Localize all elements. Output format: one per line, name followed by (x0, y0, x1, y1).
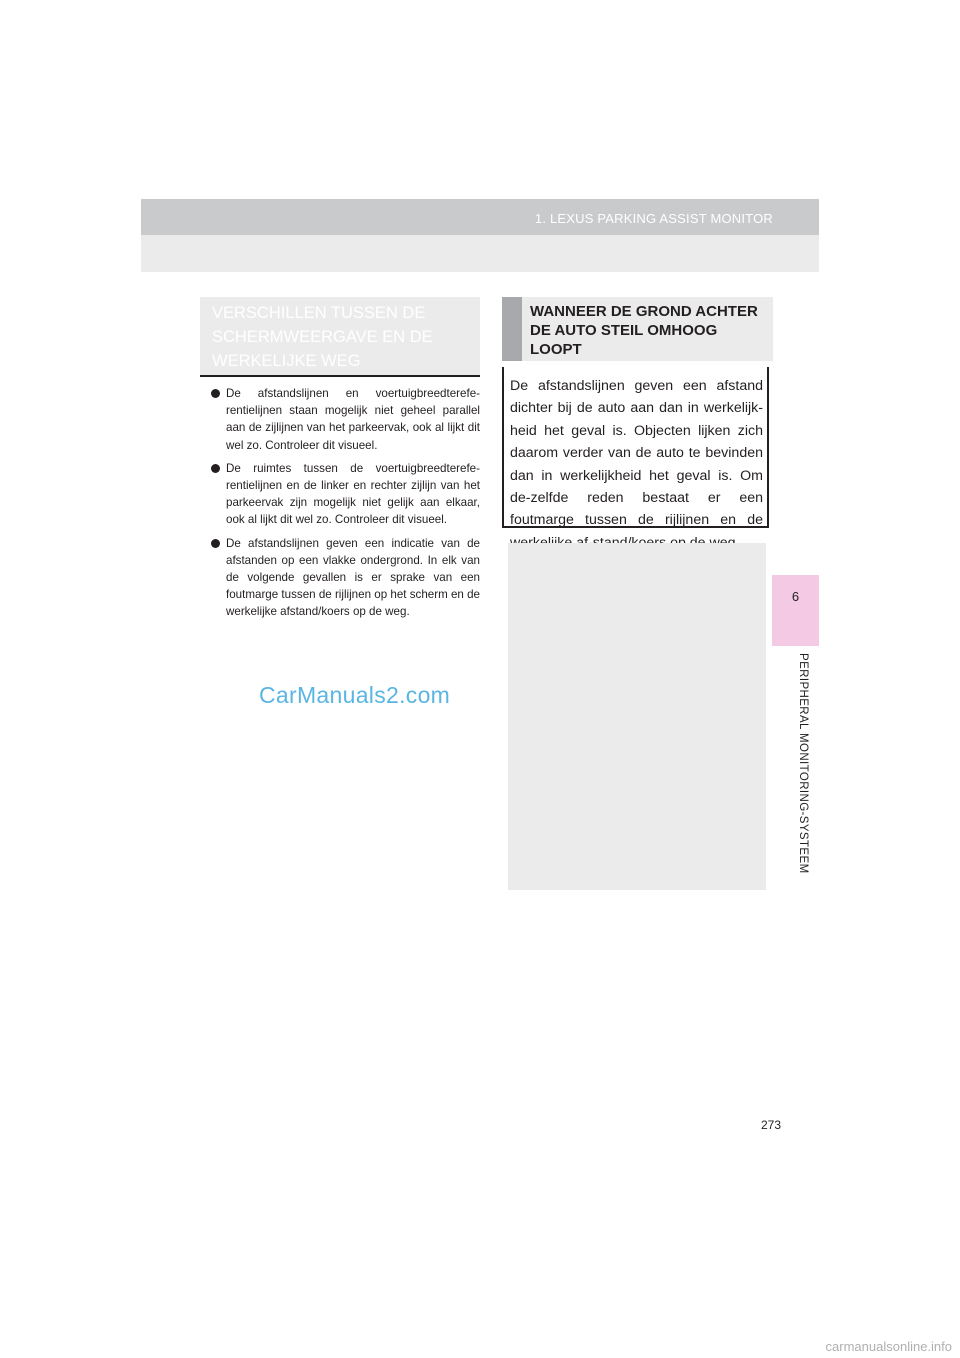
bullet-list (211, 385, 480, 627)
bullet-text: De ruimtes tussen de voertuigbreedterefe-rentielijnen en de linker en rechter zijlijn van het parkeervak zijn mogelijk niet gelijk aan elkaar, ook al lijkt dit wel zo. Controleer dit visueel. (226, 461, 480, 527)
footer-watermark: carmanualsonline.info (825, 1339, 952, 1354)
header-band (141, 199, 819, 235)
section-heading-bar (502, 297, 522, 361)
illustration-placeholder (508, 543, 766, 890)
chapter-number: 6 (791, 589, 800, 604)
info-box-text: De afstandslijnen geven een afstand dichter bij de auto aan dan in werkelijk-heid het geval is. Objecten lijken zich daarom verder van de auto te bevinden dan in werkelijkheid het geval is. Om de-zelfde reden bestaat er een foutmarge tussen de rijlijnen en de (510, 378, 763, 529)
header-subband (141, 235, 819, 272)
list-item (211, 385, 480, 454)
page-number: 273 (761, 1118, 782, 1132)
chapter-tab (772, 575, 819, 646)
bullet-text: De afstandslijnen en voertuigbreedterefe-rentielijnen staan mogelijk niet geheel parallel aan de zijlijnen van het parkeervak, ook al lijkt dit wel zo. Controleer dit visueel. (226, 387, 480, 452)
info-box (502, 367, 769, 528)
watermark-text: CarManuals2.com (259, 682, 451, 708)
bullet-icon (211, 389, 220, 398)
section-heading-left (200, 297, 480, 377)
chapter-title: 1. LEXUS PARKING ASSIST MONITOR (534, 211, 773, 226)
bullet-icon (211, 539, 220, 548)
list-item (211, 460, 480, 529)
section-rule-left (200, 375, 480, 377)
chapter-side-label: PERIPHERAL MONITORING-SYSTEEM (797, 653, 809, 874)
section-heading-right (502, 297, 773, 361)
section-heading-right-text: WANNEER DE GROND ACHTER DE AUTO STEIL OMHOOG LOOPT (530, 303, 758, 358)
bullet-icon (211, 464, 220, 473)
list-item (211, 535, 480, 621)
section-heading-left-text: VERSCHILLEN TUSSEN DE SCHERMWEERGAVE EN DE WERKELIJKE WEG (212, 304, 433, 370)
bullet-text: De afstandslijnen geven een indicatie van de afstanden op een vlakke ondergrond. In elk van de volgende gevallen is er sprake van een foutmarge tussen de rijlijnen op het scherm en de werkelijke afstand/koers op de weg. (226, 536, 480, 619)
